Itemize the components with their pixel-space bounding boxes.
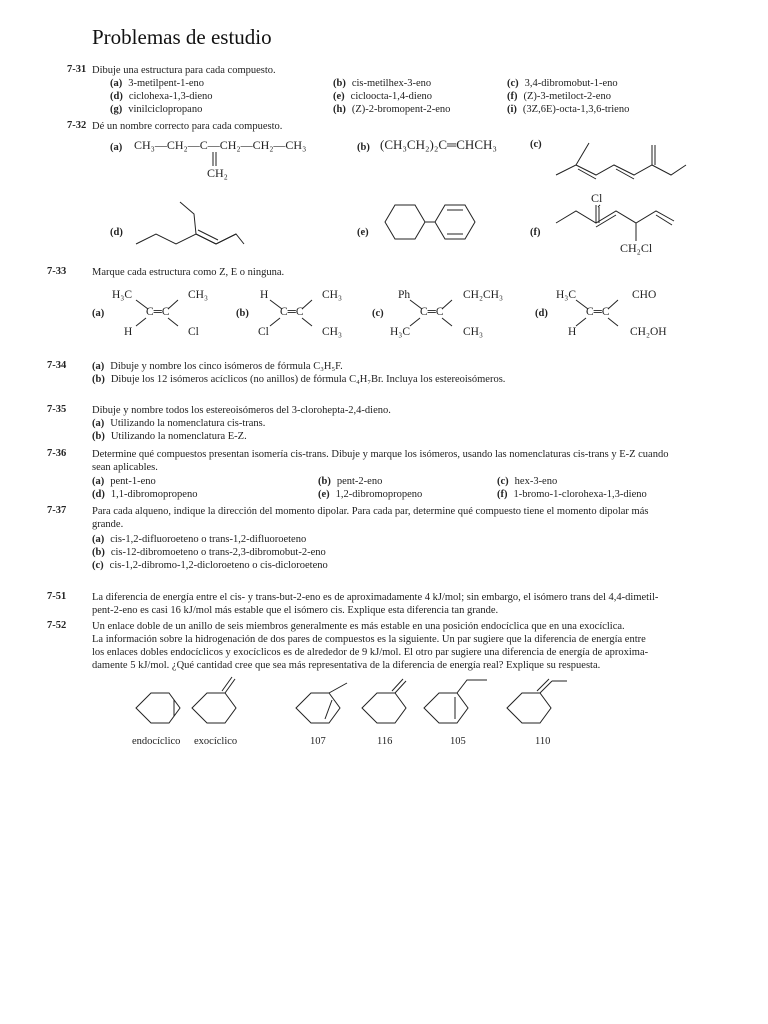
problem-number: 7-35 <box>47 404 67 415</box>
list-item: (e) cicloocta-1,4-dieno <box>333 91 432 102</box>
substituent: CHO <box>632 289 657 301</box>
formula-f-cl: Cl <box>591 191 603 205</box>
item-label: (c) <box>372 308 384 319</box>
problem-number: 7-51 <box>47 591 67 602</box>
substituent: Ph <box>398 289 411 301</box>
skeletal-structure-e <box>385 205 485 245</box>
caption: 116 <box>377 736 393 747</box>
item-label: (a) <box>110 142 123 153</box>
list-item: (b) cis-12-dibromoeteno o trans-2,3-dibromobut-2-eno <box>92 547 326 558</box>
substituent: H <box>568 326 577 338</box>
paragraph-line: La diferencia de energía entre el cis- y trans-but-2-eno es de aproximadamente 4 kJ/mol; sin embargo, el isómero trans del 4,4-dimetil- <box>92 592 659 603</box>
page-title: Problemas de estudio <box>92 25 272 49</box>
list-item: (a) pent-1-eno <box>92 476 156 487</box>
item-label: (c) <box>530 139 542 150</box>
problem-number: 7-31 <box>67 64 87 75</box>
list-item: (c) cis-1,2-dibromo-1,2-dicloroeteno o cis-dicloroeteno <box>92 560 328 571</box>
double-bond: C═C <box>420 306 444 318</box>
substituent: CH₂CH₃ <box>463 289 503 301</box>
list-item: (e) 1,2-dibromopropeno <box>318 489 423 500</box>
formula-a-sub: CH₂ <box>207 166 228 180</box>
substituent: H₃C <box>112 289 132 301</box>
list-item: (d) 1,1-dibromopropeno <box>92 489 198 500</box>
bond-lines <box>402 298 472 328</box>
item-label: (f) <box>530 227 541 238</box>
ring-structures <box>132 683 592 743</box>
list-item: (g) vinilciclopropano <box>110 104 203 115</box>
list-item: (b) Utilizando la nomenclatura E-Z. <box>92 431 247 442</box>
formula-b: (CH₃CH₂)₂C═CHCH₃ <box>380 137 497 152</box>
substituent: CH₃ <box>322 326 342 338</box>
caption: 107 <box>310 736 326 747</box>
double-bond: C═C <box>146 306 170 318</box>
bond-lines <box>262 298 332 328</box>
skeletal-structure-d <box>136 200 276 250</box>
problem-number: 7-34 <box>47 360 67 371</box>
problem-stem: Dibuje una estructura para cada compuesto. <box>92 65 276 76</box>
problem-number: 7-32 <box>67 120 87 131</box>
list-item: (c) 3,4-dibromobut-1-eno <box>507 78 618 89</box>
substituent: H <box>260 289 269 301</box>
problem-number: 7-36 <box>47 448 67 459</box>
problem-stem: Para cada alqueno, indique la dirección del momento dipolar. Para cada par, determine qué compuesto tiene el momento dipolar más <box>92 506 649 517</box>
list-item: (a) cis-1,2-difluoroeteno o trans-1,2-difluoroeteno <box>92 534 307 545</box>
substituent: CH₃ <box>322 289 342 301</box>
problem-stem: Determine qué compuestos presentan isomería cis-trans. Dibuje y marque los isómeros, usando las nomenclaturas cis-trans y E-Z cuando <box>92 449 669 460</box>
list-item: (a) Utilizando la nomenclatura cis-trans. <box>92 418 266 429</box>
paragraph-line: La información sobre la hidrogenación de dos pares de compuestos es la siguiente. Un par sugiere que la diferencia de energía entre <box>92 634 646 645</box>
formula-a: CH₃—CH₂—C—CH₂—CH₂—CH₃ <box>134 138 307 152</box>
problem-number: 7-33 <box>47 266 67 277</box>
problem-stem: Dé un nombre correcto para cada compuesto. <box>92 121 283 132</box>
substituent: Cl <box>188 326 199 338</box>
item-label: (d) <box>535 308 548 319</box>
problem-number: 7-37 <box>47 505 67 516</box>
list-item: (d) ciclohexa-1,3-dieno <box>110 91 213 102</box>
skeletal-structure-c <box>556 135 706 185</box>
list-item: (b) pent-2-eno <box>318 476 383 487</box>
list-item: (f) 1-bromo-1-clorohexa-1,3-dieno <box>497 489 647 500</box>
item-label: (e) <box>357 227 369 238</box>
substituent: H <box>124 326 133 338</box>
list-item: (b) cis-metilhex-3-eno <box>333 78 432 89</box>
problem-stem: Dibuje y nombre todos los estereoisómeros del 3-clorohepta-2,4-dieno. <box>92 405 391 416</box>
bond-lines <box>128 298 198 328</box>
caption: endocíclico <box>132 736 181 747</box>
item-label: (a) <box>92 308 105 319</box>
bond-lines <box>568 298 638 328</box>
problem-stem: Marque cada estructura como Z, E o ninguna. <box>92 267 285 278</box>
substituent: CH₃ <box>463 326 483 338</box>
list-item: (c) hex-3-eno <box>497 476 558 487</box>
caption: 110 <box>535 736 551 747</box>
substituent: H₃C <box>390 326 410 338</box>
item-label: (b) <box>357 142 370 153</box>
paragraph-line: pent-2-eno es casi 16 kJ/mol más estable que el isómero cis. Explique esta diferencia tan grande. <box>92 605 499 616</box>
caption: exocíclico <box>194 736 238 747</box>
substituent: CH₂OH <box>630 326 667 338</box>
double-bond: C═C <box>280 306 304 318</box>
list-item: (a) 3-metilpent-1-eno <box>110 78 205 89</box>
caption: 105 <box>450 736 466 747</box>
list-item: (f) (Z)-3-metiloct-2-eno <box>507 91 611 102</box>
list-item: (a) Dibuje y nombre los cinco isómeros de fórmula C₃H₅F. <box>92 361 343 372</box>
formula-f-ch2cl: CH₂Cl <box>620 241 653 255</box>
item-label: (d) <box>110 227 123 238</box>
paragraph-line: Un enlace doble de un anillo de seis miembros generalmente es más estable en una posición endocíclica que en una exocíclica. <box>92 621 625 632</box>
problem-stem: grande. <box>92 519 124 530</box>
problem-stem: sean aplicables. <box>92 462 158 473</box>
list-item: (h) (Z)-2-bromopent-2-eno <box>333 104 451 115</box>
substituent: Cl <box>258 326 269 338</box>
list-item: (b) Dibuje los 12 isómeros acíclicos (no anillos) de fórmula C₄H₇Br. Incluya los estereoisómeros. <box>92 374 506 385</box>
item-label: (b) <box>236 308 249 319</box>
substituent: CH₃ <box>188 289 208 301</box>
paragraph-line: damente 5 kJ/mol. ¿Qué cantidad cree que sea más representativa de la diferencia de energía real? Explique su respuesta. <box>92 660 601 671</box>
problem-number: 7-52 <box>47 620 67 631</box>
list-item: (i) (3Z,6E)-octa-1,3,6-trieno <box>507 104 630 115</box>
paragraph-line: los enlaces dobles endocíclicos y exocíclicos es de alrededor de 9 kJ/mol. El otro par sugiere una diferencia de energía de aproxima- <box>92 647 649 658</box>
double-bond: C═C <box>586 306 610 318</box>
substituent: H₃C <box>556 289 576 301</box>
